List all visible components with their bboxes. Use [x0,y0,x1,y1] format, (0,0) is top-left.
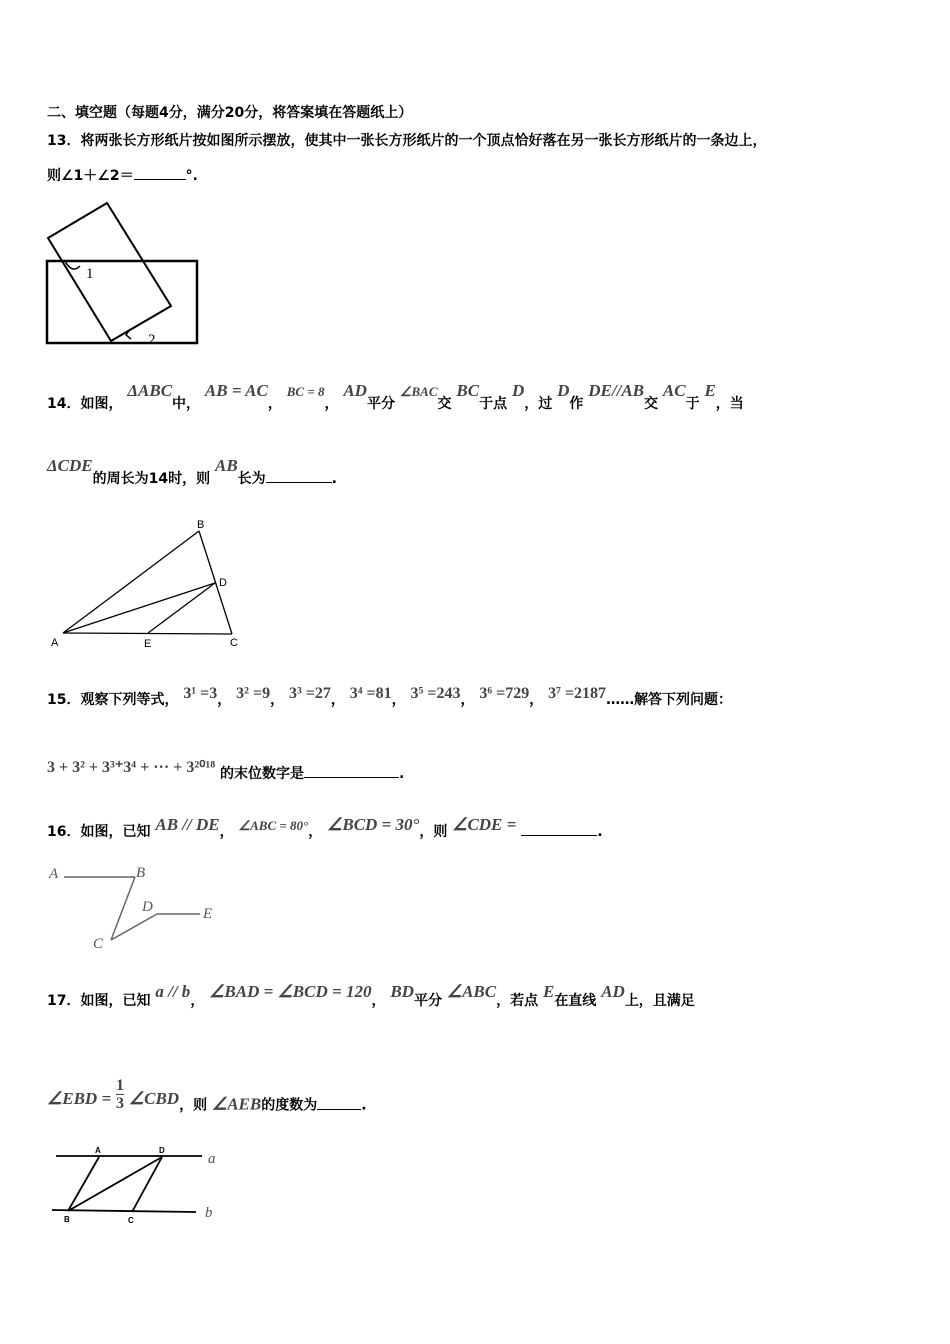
fraction-numerator: 1 [116,1077,125,1094]
q14-math: ΔABC [127,381,173,400]
q17-text: ，则 [179,1097,208,1114]
q15-line2 [47,759,405,783]
q14-text: 中， [172,396,201,412]
q15-equation: 3¹ =3 [183,685,218,702]
segment-AB [63,531,199,633]
q17-math: ∠AEB [211,1094,262,1114]
q17-line2 [47,1077,367,1123]
point-B-label: B [197,519,205,531]
q15-text: 观察下列等式， [80,692,179,708]
q15-sep: ， [529,692,544,708]
q17-math: E [542,982,555,1001]
fraction-denominator: 3 [116,1095,125,1112]
q17-text: 在直线 [554,993,597,1009]
q16-math: ∠ABC = 80° [238,818,309,833]
segment-BC [199,531,232,634]
point-D-label: D [219,577,227,589]
q17-figure [44,1140,234,1240]
q17-math: a // b [155,982,191,1001]
q14-math: DE//AB [588,381,645,400]
q14-figure [44,515,254,655]
q15-number: 15． [47,692,81,708]
q13-number: 13． [47,133,81,149]
q13-line2 [47,165,198,185]
q14-math: AC [662,381,686,400]
q17-text: ， [371,993,386,1009]
q16-text: ，则 [419,824,448,840]
q15-equation: 3⁶ =729 [479,685,530,702]
q17-math: ∠BAD = ∠BCD = 120 [209,982,372,1001]
q17-text: ， [190,993,205,1009]
q14-text: ， [324,396,339,412]
q14-text: 长为 [237,471,266,487]
q14-math: BC = 8 [286,384,325,399]
q15-equation: 3⁵ =243 [410,685,461,702]
q14-text: 于点 [479,396,508,412]
q16-tail: . [597,824,603,840]
q14-number: 14． [47,396,81,412]
point-C-label: C [128,1216,134,1225]
q17-tail: . [361,1097,367,1114]
q15-sep: ， [270,692,285,708]
q15-text: 的末位数字是 [220,766,304,782]
q14-line2 [47,456,337,488]
q15-line1 [47,685,733,709]
point-A-label: A [95,1146,101,1155]
point-C-label: C [230,637,238,649]
q14-text: 平分 [366,396,395,412]
q15-expression: 3 + 3² + 3³⁺3⁴ + ··· + 3²⁰¹⁸ [47,759,216,776]
q17-text: ，若点 [496,993,539,1009]
q15-answer-blank[interactable] [304,777,399,778]
point-D-label: D [159,1146,165,1155]
q17-math: AD [601,982,625,1001]
angle1-label: 1 [86,266,94,282]
q17-math: BD [390,982,414,1001]
q16-math: AB // DE [155,815,220,834]
q13-answer-blank[interactable] [134,179,186,180]
q17-answer-blank[interactable] [317,1109,361,1110]
q15-sep: ， [217,692,232,708]
q15-tail: . [399,766,405,782]
q15-equation: 3³ =27 [288,685,331,702]
segment-AC [63,633,232,634]
q16-text: ， [308,824,323,840]
segment-CD [111,914,157,940]
q14-math: D [557,381,570,400]
q14-text: 交 [644,396,659,412]
angle2-label: 2 [148,332,156,348]
q16-figure [44,858,234,958]
q14-text: 于 [685,396,700,412]
q17-line1 [47,982,695,1010]
q17-math: ∠EBD = [47,1088,112,1108]
q15-sep: ， [460,692,475,708]
q16-text: 如图，已知 [80,824,151,840]
q14-answer-blank[interactable] [266,482,332,483]
point-E-label: E [203,906,213,922]
q17-number: 17． [47,993,81,1009]
q14-math: ∠BAC [399,384,438,399]
tilted-rectangle [48,203,171,341]
q16-number: 16． [47,824,81,840]
line-a-label: a [208,1151,216,1167]
q16-text: ， [219,824,234,840]
q14-text: 如图， [80,396,123,412]
q13-question: 则∠1＋∠2＝ [47,168,134,184]
q15-text: ……解答下列问题： [606,692,733,708]
segment-BC [111,877,135,940]
point-B-label: B [64,1215,70,1224]
q14-math: AB [214,456,238,475]
segment-DE [148,583,215,633]
point-C-label: C [93,936,104,952]
q14-text: ， [267,396,282,412]
line-b-label: b [205,1205,213,1221]
q14-text: 的周长为14时，则 [92,471,211,487]
q15-sep: ， [391,692,406,708]
q17-text: 上，且满足 [624,993,695,1009]
q14-text: 作 [569,396,584,412]
segment-AD [63,583,215,633]
q14-text: ，当 [715,396,744,412]
q17-text: 平分 [413,993,442,1009]
point-D-label: D [142,899,153,915]
q13-figure [40,198,210,348]
q13-line1 [47,130,766,150]
q17-text: 如图，已知 [80,993,151,1009]
point-E-label: E [144,638,152,650]
point-A-label: A [51,637,59,649]
q14-math: AB = AC [204,381,268,400]
point-B-label: B [136,865,146,881]
line-b [52,1210,196,1212]
point-A-label: A [49,866,59,882]
q17-text: 的度数为 [261,1097,318,1114]
q14-math: D [511,381,525,400]
q15-equation: 3² =9 [236,685,271,702]
q15-equation: 3⁷ =2187 [548,685,607,702]
q14-tail: . [331,471,337,487]
q14-math: AD [343,381,367,400]
fraction-one-third [116,1078,124,1113]
q15-equation: 3⁴ =81 [349,685,392,702]
q14-text: ，过 [524,396,553,412]
q14-line1 [47,381,744,413]
q16-line1 [47,815,603,841]
q13-tail: °. [185,168,198,184]
q16-answer-blank[interactable] [521,835,597,836]
q14-math: E [704,381,716,400]
q14-math: ΔCDE [47,456,93,475]
q15-sep: ， [330,692,345,708]
q14-text: 交 [437,396,452,412]
q17-math: ∠ABC [446,982,497,1001]
q14-math: BC [456,381,480,400]
q16-math: ∠BCD = 30° [327,815,420,834]
q17-math: ∠CBD [128,1088,180,1108]
q13-text: 将两张长方形纸片按如图所示摆放，使其中一张长方形纸片的一个顶点恰好落在另一张长方形纸片的一条边上， [80,133,767,149]
section-title: 二、填空题（每题4分，满分20分，将答案填在答题纸上） [47,105,413,121]
q16-math: ∠CDE = [452,815,517,834]
